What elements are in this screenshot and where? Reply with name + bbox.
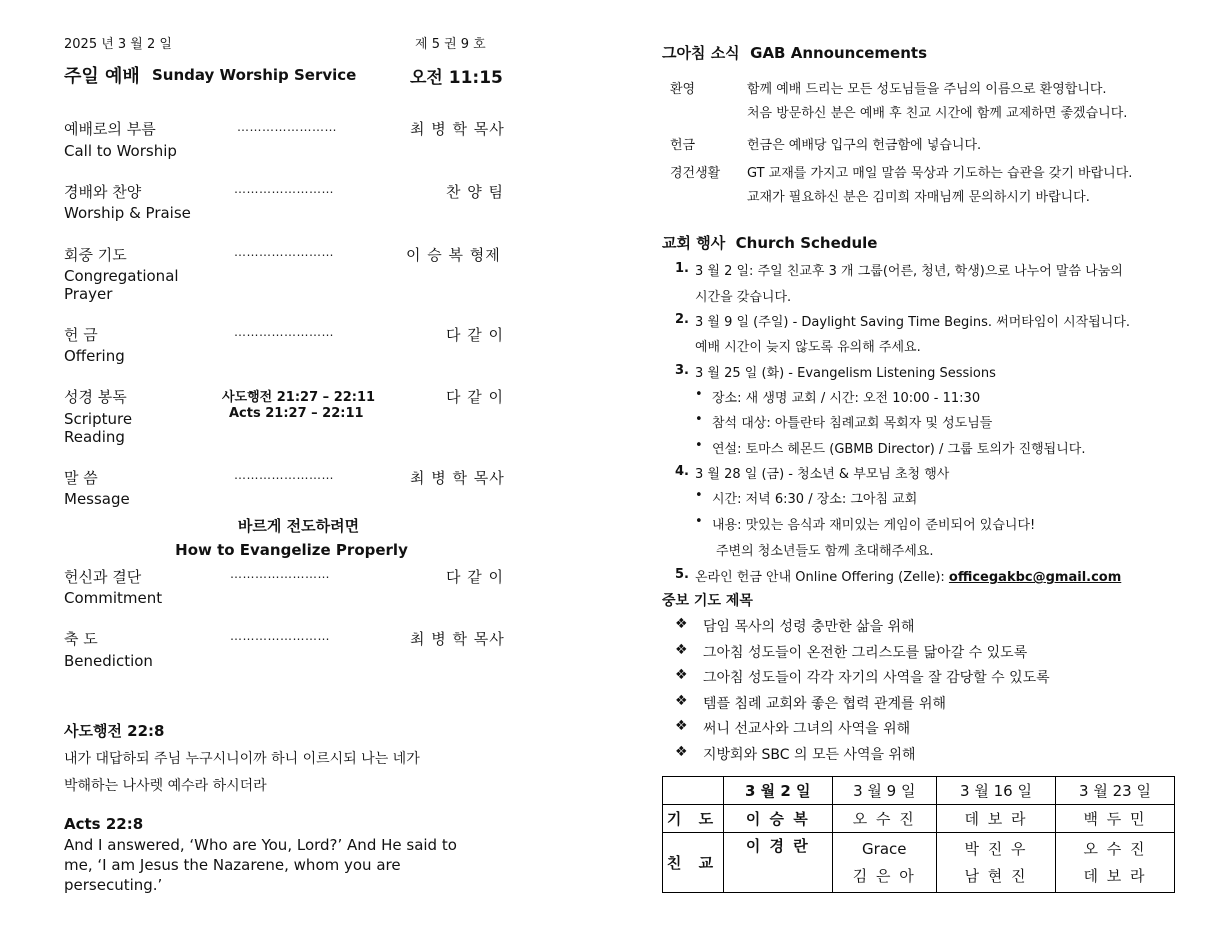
prayer-item: 담임 목사의 성령 충만한 삶을 위해 bbox=[703, 619, 915, 635]
order-kr: 예배로의 부름 bbox=[64, 120, 156, 138]
table-row-prayer bbox=[663, 805, 1175, 833]
schedule-number: 1. bbox=[675, 261, 689, 276]
order-en: Benediction bbox=[64, 652, 153, 670]
prayer-item: 지방회와 SBC 의 모든 사역을 위해 bbox=[703, 747, 916, 763]
table-cell: 이 승 복 bbox=[724, 805, 833, 833]
scripture-passage-kr: 사도행전 21:27 – 22:11 bbox=[222, 390, 376, 405]
verse-kr-line1: 내가 대답하되 주님 누구시니이까 하니 이르시되 나는 네가 bbox=[64, 751, 420, 767]
diamond-bullet-icon: ❖ bbox=[675, 642, 688, 658]
leader-dots: …………………… bbox=[234, 245, 334, 259]
leader-dots: …………………… bbox=[230, 629, 330, 643]
announcements-title-kr: 그아침 소식 bbox=[662, 44, 740, 62]
schedule-title-kr: 교회 행사 bbox=[662, 234, 726, 252]
announcements-title-en: GAB Announcements bbox=[750, 44, 927, 62]
order-person: 최 병 학 목사 bbox=[410, 120, 505, 138]
prayer-item: 그아침 성도들이 각각 자기의 사역을 잘 감당할 수 있도록 bbox=[703, 670, 1050, 686]
order-kr: 축 도 bbox=[64, 630, 98, 648]
cell-line: 데 보 라 bbox=[1083, 866, 1147, 885]
table-cell bbox=[832, 833, 936, 893]
diamond-bullet-icon: ❖ bbox=[675, 718, 688, 734]
table-cell: 오 수 진 bbox=[832, 805, 936, 833]
table-cell bbox=[937, 833, 1056, 893]
order-kr: 성경 봉독 bbox=[64, 388, 127, 406]
diamond-bullet-icon: ❖ bbox=[675, 616, 688, 632]
verse-ref-en: Acts 22:8 bbox=[64, 815, 144, 833]
bulletin-date: 2025 년 3 월 2 일 bbox=[64, 37, 172, 52]
bullet-dot-icon: • bbox=[695, 514, 703, 529]
date-header: 3 월 9 일 bbox=[832, 777, 936, 805]
cell-line: 김 은 아 bbox=[852, 866, 916, 885]
schedule-line: 3 월 2 일: 주일 친교후 3 개 그룹(어른, 청년, 학생)으로 나누어 말씀 나눔의 bbox=[695, 264, 1123, 279]
schedule-number: 5. bbox=[675, 567, 689, 582]
verse-kr-line2: 박해하는 나사렛 예수라 하시더라 bbox=[64, 778, 267, 794]
table-cell: 데 보 라 bbox=[937, 805, 1056, 833]
bullet-dot-icon: • bbox=[695, 488, 703, 503]
announcement-label: 경건생활 bbox=[670, 166, 721, 181]
order-person: 다 같 이 bbox=[446, 568, 505, 586]
schedule-line: 3 월 28 일 (금) - 청소년 & 부모님 초청 행사 bbox=[695, 467, 950, 482]
leader-dots: …………………… bbox=[234, 325, 334, 339]
leader-dots: …………………… bbox=[237, 120, 337, 134]
table-cell bbox=[1055, 833, 1174, 893]
table-row-fellowship bbox=[663, 833, 1175, 893]
announcement-label: 환영 bbox=[670, 82, 696, 97]
order-person: 다 같 이 bbox=[446, 388, 505, 406]
leader-dots: …………………… bbox=[230, 567, 330, 581]
table-cell: 백 두 민 bbox=[1055, 805, 1174, 833]
order-en: Offering bbox=[64, 347, 125, 365]
cell-line: 오 수 진 bbox=[1083, 839, 1147, 858]
schedule-number: 3. bbox=[675, 363, 689, 378]
leader-dots: …………………… bbox=[234, 182, 334, 196]
date-header: 3 월 23 일 bbox=[1055, 777, 1174, 805]
table-header-row bbox=[663, 777, 1175, 805]
online-offering-text: 온라인 헌금 안내 Online Offering (Zelle): bbox=[695, 570, 949, 585]
order-en: Message bbox=[64, 490, 130, 508]
cell-line: 남 현 진 bbox=[964, 866, 1028, 885]
announcement-line: GT 교재를 가지고 매일 말씀 묵상과 기도하는 습관을 갖기 바랍니다. bbox=[747, 166, 1133, 181]
sermon-title-kr: 바르게 전도하려면 bbox=[237, 517, 360, 535]
schedule-bullet-cont: 주변의 청소년들도 함께 초대해주세요. bbox=[716, 544, 934, 559]
service-time: 오전 11:15 bbox=[410, 68, 503, 88]
schedule-bullet: 장소: 새 생명 교회 / 시간: 오전 10:00 - 11:30 bbox=[712, 391, 981, 406]
order-en: Commitment bbox=[64, 589, 163, 607]
bullet-dot-icon: • bbox=[695, 412, 703, 427]
order-person: 최 병 학 목사 bbox=[410, 630, 505, 648]
diamond-bullet-icon: ❖ bbox=[675, 744, 688, 760]
schedule-title-en: Church Schedule bbox=[735, 234, 878, 252]
prayer-heading: 중보 기도 제목 bbox=[662, 593, 753, 609]
date-header: 3 월 2 일 bbox=[724, 777, 833, 805]
offering-email-link[interactable]: officegakbc@gmail.com bbox=[948, 570, 1122, 585]
diamond-bullet-icon: ❖ bbox=[675, 667, 688, 683]
bulletin-volume: 제 5 권 9 호 bbox=[415, 37, 486, 52]
order-en: Worship & Praise bbox=[64, 204, 191, 222]
schedule-line bbox=[695, 566, 1121, 585]
order-person: 다 같 이 bbox=[446, 326, 505, 344]
announcement-line: 헌금은 예배당 입구의 헌금함에 넣습니다. bbox=[747, 138, 982, 153]
schedule-number: 2. bbox=[675, 312, 689, 327]
order-en2: Reading bbox=[64, 428, 125, 446]
verse-en-line3: persecuting.’ bbox=[64, 876, 163, 894]
order-en2: Prayer bbox=[64, 285, 113, 303]
schedule-bullet: 시간: 저녁 6:30 / 장소: 그아침 교회 bbox=[712, 492, 918, 507]
prayer-item: 그아침 성도들이 온전한 그리스도를 닮아갈 수 있도록 bbox=[703, 645, 1028, 661]
schedule-line: 3 월 25 일 (화) - Evangelism Listening Sessions bbox=[695, 366, 996, 381]
order-kr: 말 씀 bbox=[64, 469, 98, 487]
order-en: Call to Worship bbox=[64, 142, 177, 160]
order-kr: 헌신과 결단 bbox=[64, 568, 142, 586]
announcement-line: 함께 예배 드리는 모든 성도님들을 주님의 이름으로 환영합니다. bbox=[747, 82, 1107, 97]
order-en: Congregational bbox=[64, 267, 179, 285]
leader-dots: …………………… bbox=[234, 468, 334, 482]
table-cell bbox=[724, 833, 833, 893]
row-label: 기 도 bbox=[663, 805, 724, 833]
verse-en-line2: me, ‘I am Jesus the Nazarene, whom you are bbox=[64, 856, 401, 874]
sermon-title-en: How to Evangelize Properly bbox=[175, 541, 408, 559]
schedule-bullet: 내용: 맛있는 음식과 재미있는 게임이 준비되어 있습니다! bbox=[712, 518, 1036, 533]
cell-line: 이 경 란 bbox=[745, 837, 810, 855]
bullet-dot-icon: • bbox=[695, 438, 703, 453]
schedule-line: 예배 시간이 늦지 않도록 유의해 주세요. bbox=[695, 340, 921, 355]
order-person: 이 승 복 형제 bbox=[406, 246, 501, 264]
table-corner-cell bbox=[663, 777, 724, 805]
bullet-dot-icon: • bbox=[695, 387, 703, 402]
service-title-kr: 주일 예배 bbox=[64, 66, 140, 87]
schedule-bullet: 연설: 토마스 헤몬드 (GBMB Director) / 그룹 토의가 진행됩니다. bbox=[712, 442, 1086, 457]
verse-en-line1: And I answered, ‘Who are You, Lord?’ And He said to bbox=[64, 836, 457, 854]
prayer-item: 써니 선교사와 그녀의 사역을 위해 bbox=[703, 721, 911, 737]
announcement-line: 처음 방문하신 분은 예배 후 친교 시간에 함께 교제하면 좋겠습니다. bbox=[747, 106, 1128, 121]
date-header: 3 월 16 일 bbox=[937, 777, 1056, 805]
order-kr: 경배와 찬양 bbox=[64, 183, 142, 201]
announcements-heading bbox=[662, 42, 927, 63]
schedule-heading bbox=[662, 232, 877, 253]
order-person: 최 병 학 목사 bbox=[410, 469, 505, 487]
order-person: 찬 양 팀 bbox=[446, 183, 505, 201]
serving-schedule-table bbox=[662, 776, 1175, 893]
schedule-line: 3 월 9 일 (주일) - Daylight Saving Time Begins. 써머타임이 시작됩니다. bbox=[695, 315, 1131, 330]
schedule-number: 4. bbox=[675, 464, 689, 479]
order-en: Scripture bbox=[64, 410, 133, 428]
cell-line: 박 진 우 bbox=[964, 839, 1028, 858]
service-title-en: Sunday Worship Service bbox=[152, 66, 357, 84]
announcement-line: 교재가 필요하신 분은 김미희 자매님께 문의하시기 바랍니다. bbox=[747, 190, 1090, 205]
order-kr: 헌 금 bbox=[64, 326, 98, 344]
row-label: 친 교 bbox=[663, 833, 724, 893]
verse-ref-kr: 사도행전 22:8 bbox=[64, 722, 165, 740]
cell-line: Grace bbox=[862, 839, 907, 858]
announcement-label: 헌금 bbox=[670, 138, 696, 153]
prayer-item: 템플 침례 교회와 좋은 협력 관계를 위해 bbox=[703, 696, 947, 712]
schedule-bullet: 참석 대상: 아틀란타 침례교회 목회자 및 성도님들 bbox=[712, 416, 993, 431]
order-kr: 회중 기도 bbox=[64, 246, 127, 264]
scripture-passage-en: Acts 21:27 – 22:11 bbox=[229, 406, 364, 421]
diamond-bullet-icon: ❖ bbox=[675, 693, 688, 709]
schedule-line: 시간을 갖습니다. bbox=[695, 290, 792, 305]
